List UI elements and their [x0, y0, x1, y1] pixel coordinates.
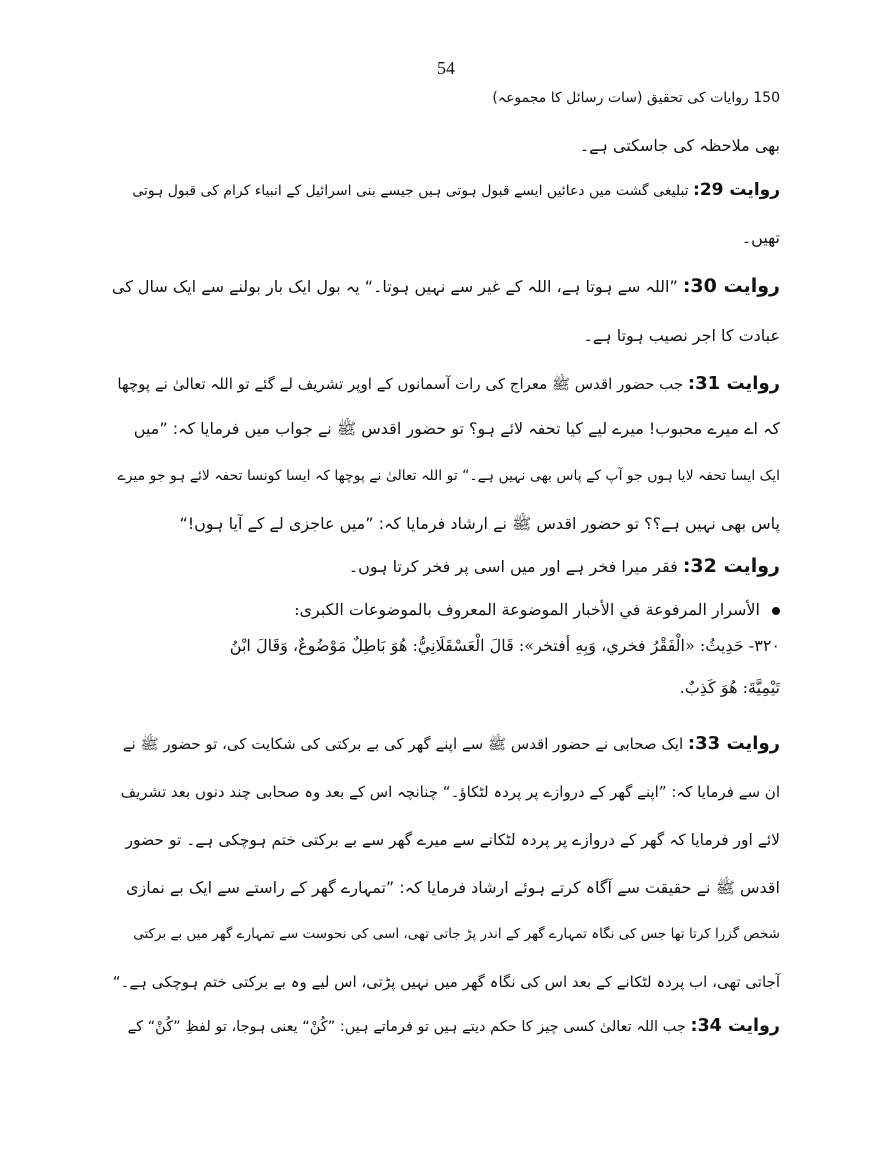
- bullet-icon: [772, 607, 780, 615]
- text-line: بھی ملاحظہ کی جاسکتی ہے۔: [579, 136, 780, 155]
- riwayat-label: روایت 32:: [682, 555, 780, 577]
- text-line: اقدس ﷺ نے حقیقت سے آگاہ کرتے ہوئے ارشاد فرمایا کہ: ”تمہارے گھر کے راستے سے ایک بے نمازی: [126, 878, 780, 897]
- text-line: ایک ایسا تحفہ لایا ہوں جو آپ کے پاس بھی نہیں ہے۔“ تو اللہ تعالیٰ نے پوچھا کہ ایسا کونسا تحفہ لائے ہو جو میرے: [117, 468, 780, 484]
- text-line: آجاتی تھی، اب پردہ لٹکانے کے بعد اس کی نگاہ گھر میں نہیں پڑتی، اس لیے وہ بے برکتی ختم ہوچکی ہے۔“: [112, 973, 780, 991]
- text-line: شخص گزرا کرتا تھا جس کی نگاہ تمہارے گھر کے اندر پڑ جاتی تھی، اسی کی نحوست سے تمہارے گھر میں بے برکتی: [133, 926, 780, 942]
- riwayat-label: روایت 31:: [687, 373, 780, 394]
- text-line: ان سے فرمایا کہ: ”اپنے گھر کے دروازے پر پردہ لٹکاؤ۔“ چنانچہ اس کے بعد وہ صحابی چند دنوں بعد تشریف: [120, 783, 780, 801]
- riwayat-label: روایت 29:: [693, 180, 780, 200]
- text-line: تھیں۔: [741, 228, 780, 247]
- page-number: 54: [437, 58, 455, 78]
- text-line: روایت 34: جب اللہ تعالیٰ کسی چیز کا حکم دیتے ہیں تو فرماتے ہیں: ”کُنْ“ یعنی ہوجا، تو لفظِ ”کُنْ“ کے: [127, 1016, 780, 1036]
- text-line: روایت 33: ایک صحابی نے حضور اقدس ﷺ سے اپنے گھر کی بے برکتی کی شکایت کی، تو حضور ﷺ نے: [122, 733, 780, 754]
- text-line: پاس بھی نہیں ہے؟؟ تو حضور اقدس ﷺ نے ارشاد فرمایا کہ: ”میں عاجزی لے کے آیا ہوں!“: [179, 514, 780, 533]
- text-line: روایت 29: تبلیغی گشت میں دعائیں ایسے قبول ہوتی ہیں جیسے بنی اسرائیل کے انبیاء کرام کی قبول ہوتی: [132, 180, 780, 200]
- riwayat-label: روایت 30:: [682, 275, 780, 297]
- text-line: تَيْمِيَّةَ: هُوَ كَذِبٌ.: [679, 678, 780, 697]
- riwayat-label: روایت 34:: [690, 1016, 780, 1036]
- text-line: عبادت کا اجر نصیب ہوتا ہے۔: [583, 326, 780, 345]
- text-line: لائے اور فرمایا کہ گھر کے دروازے پر پردہ لٹکانے سے میرے گھر سے بے برکتی ختم ہوچکی ہے۔ تو حضور: [125, 831, 780, 849]
- text-line: روایت 31: جب حضور اقدس ﷺ معراج کی رات آسمانوں کے اوپر تشریف لے گئے تو اللہ تعالیٰ نے پوچھا: [117, 373, 780, 394]
- text-line: کہ اے میرے محبوب! میرے لیے کیا تحفہ لائے ہو؟ تو حضور اقدس ﷺ نے جواب میں فرمایا کہ: ”میں: [133, 419, 780, 438]
- text-line: ٣٢٠- حَدِيثُ: «الْفَقْرُ فخري، وَبِهِ أفتخر»: قَالَ الْعَسْقَلَانِيُّ: هُوَ بَاطِلٌ مَوْضُوعٌ، وَقَالَ ابْنُ: [229, 636, 780, 655]
- running-head: 150 روایات کی تحقیق (سات رسائل کا مجموعہ): [492, 90, 780, 106]
- text-line: الأسرار المرفوعة في الأخبار الموضوعة المعروف بالموضوعات الكبرى:: [294, 600, 780, 620]
- text-line: روایت 30: ”اللہ سے ہوتا ہے، اللہ کے غیر سے نہیں ہوتا۔“ یہ بول ایک بار بولنے سے ایک سال کی: [111, 275, 780, 297]
- text-line: روایت 32: فقر میرا فخر ہے اور میں اسی پر فخر کرتا ہوں۔: [348, 555, 780, 577]
- riwayat-label: روایت 33:: [687, 733, 780, 754]
